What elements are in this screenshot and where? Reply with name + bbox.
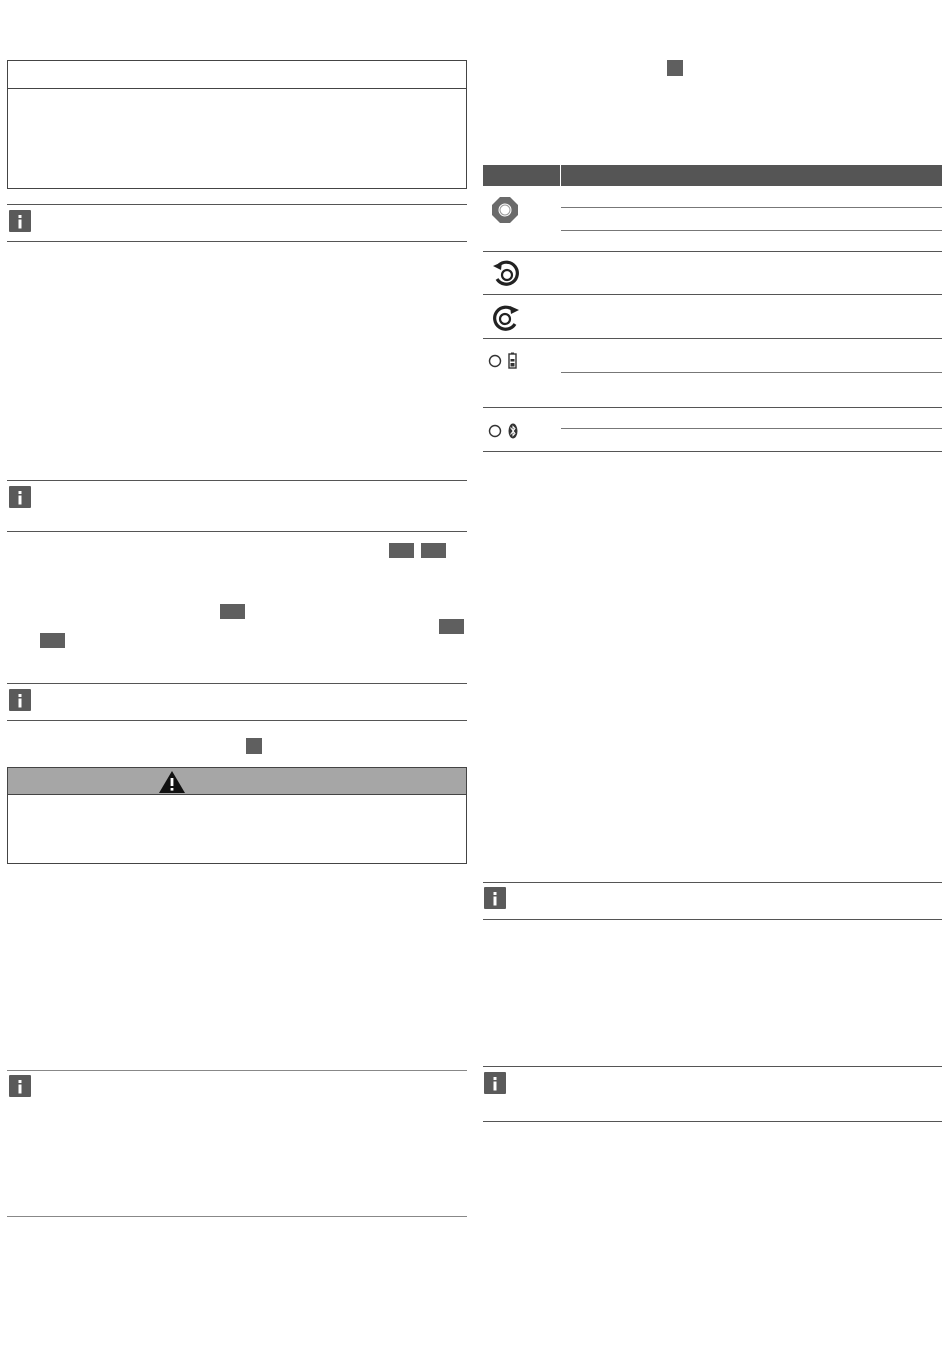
note-divider <box>483 882 942 883</box>
top-info-box-header <box>8 61 466 89</box>
table-row-divider <box>483 294 942 295</box>
status-table-header-meaning <box>563 165 939 186</box>
warning-body <box>7 794 467 864</box>
top-info-box <box>7 60 467 189</box>
status-table-header <box>483 165 942 186</box>
row-divider <box>561 428 942 429</box>
warning-header <box>7 767 467 795</box>
figure-reference <box>389 543 414 558</box>
info-icon <box>9 210 31 232</box>
note-divider <box>7 480 467 481</box>
info-icon <box>484 887 506 909</box>
note-divider <box>7 1070 467 1071</box>
rotate-counterclockwise-icon <box>491 259 521 289</box>
table-row-divider <box>483 407 942 408</box>
table-row-divider <box>483 251 942 252</box>
row-divider <box>561 230 942 231</box>
note-divider <box>7 204 467 205</box>
rotate-clockwise-icon <box>491 303 521 333</box>
note-divider <box>483 919 942 920</box>
figure-reference <box>421 543 446 558</box>
bluetooth-indicator-icon <box>488 422 520 440</box>
figure-reference <box>246 738 262 754</box>
table-row-divider <box>483 338 942 339</box>
figure-reference <box>220 604 245 619</box>
figure-reference <box>40 633 65 648</box>
figure-reference <box>439 619 464 634</box>
figure-reference <box>667 60 683 76</box>
note-divider <box>483 1066 942 1067</box>
note-divider <box>7 531 467 532</box>
note-divider <box>7 683 467 684</box>
info-icon <box>9 486 31 508</box>
note-divider <box>7 1216 467 1217</box>
info-icon <box>9 1075 31 1097</box>
note-divider <box>483 1121 942 1122</box>
ring-light-icon <box>491 196 519 224</box>
warning-triangle-icon <box>158 770 186 794</box>
battery-indicator-icon <box>488 352 520 370</box>
status-table-header-symbol <box>483 165 561 186</box>
info-icon <box>9 689 31 711</box>
row-divider <box>561 207 942 208</box>
note-divider <box>7 720 467 721</box>
row-divider <box>561 372 942 373</box>
table-bottom-rule <box>483 451 942 452</box>
note-divider <box>7 241 467 242</box>
info-icon <box>484 1072 506 1094</box>
